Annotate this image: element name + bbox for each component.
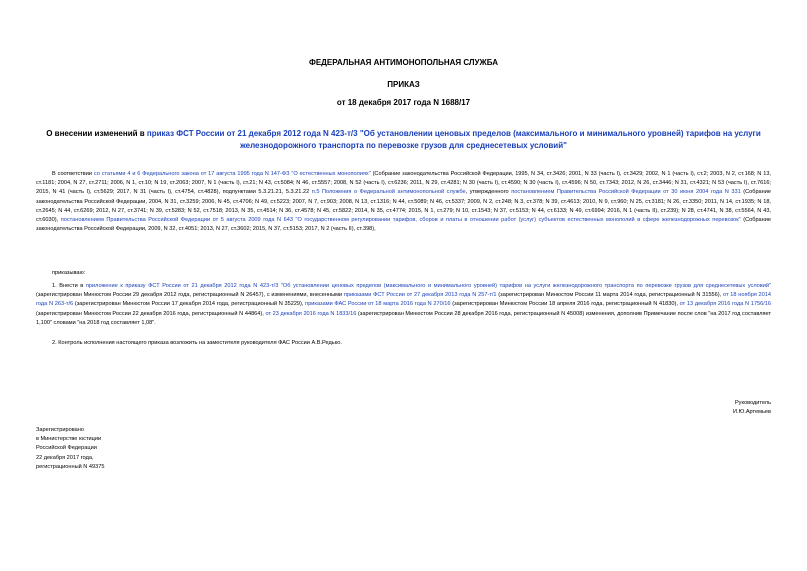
clause-1-text-2: (зарегистрирован Минюстом России 11 марта 2014 года, регистрационный N 31556),: [496, 292, 723, 299]
title-prefix: О внесении изменений в: [46, 129, 147, 138]
registration-line-1: Зарегистрировано: [36, 427, 84, 433]
registration-line-3: Российской Федерации: [36, 445, 97, 452]
clause-1-text-3: (зарегистрирован Минюстом России 17 декабря 2014 года, регистрационный N 35229),: [73, 301, 306, 308]
clause-2: 2. Контроль исполнения настоящего приказа возложить на заместителя руководителя ФАС России А.В.Редько.: [52, 340, 342, 346]
order-263-link[interactable]: от 18 ноября 2014 года N 263-т/6: [36, 292, 771, 308]
clause-1-text-0: 1. Внести в: [52, 283, 86, 289]
preamble-text-3: (Собрание законодательства Российской Федерации, 2004, N 31, ст.3259; 2006, N 45, ст.4706; N 49, ст.5223; 2007, N 7, ст.903; 2008, N 13, ст.1316; N 44, ст.5089; N 46, ст.5337; 2009, N 2, ст.248; N 3, ст.378; N 39, ст.4613; 2010, N 9, ст.960; N 25, ст.3181; N 26, ст.3350; 2011, N 14, ст.1935; N 18, ст.2645; N 44, ст.6269; 2012, N 27, ст.3741; N 39, ст.5283; N 52, ст.7518; 2013, N 35, ст.4514; N 36, ст.4578; N 45, ст.5822; 2014, N 35, ст.4774; 2015, N 1, ст.279; N 10, ст.1543; N 37, ст.5153; N 44, ст.6133; N 49, ст.6994; 2016, N 1 (часть II), ст.239); N 28, ст.4741, N 38, ст.5564, N 43, ст.6030),: [36, 189, 771, 224]
registration-block: [36, 426, 104, 472]
law-147-fz-link[interactable]: со статьями 4 и 6 Федерального закона от 17 августа 1995 года N 147-ФЗ "О естественных монополиях": [93, 171, 371, 177]
registration-line-2: в Министерстве юстиции: [36, 436, 102, 443]
clause-1-text-1: (зарегистрирован Минюстом России 29 декабря 2012 года, регистрационный N 26457), с изменениями, внесенными: [36, 292, 344, 299]
preamble-text-1: (Собрание законодательства Российской Федерации, 1995, N 34, ст.3426; 2001, N 33 (часть I), ст.3429; 2002, N 1 (часть I), ст.2; 2003, N 2, ст.168; N 13, ст.1181; 2004, N 27, ст.2711; 2006, N 1, ст.10; N 19, ст.2063; 2007, N 1 (часть I), ст.21; N 43, ст.5084; N 46, ст.5557; 2008, N 52 (часть I), ст.6236; 2011, N 29, ст.4281; N 30 (часть I), ст.4590; N 30 (часть I), ст.4596; N 50, ст.7343; 2012, N 26, ст.3446; N 31, ст.4321; N 53 (часть I), ст.7616; 2015, N 41 (часть I), ст.5629; 2017, N 31 (часть I), ст.4754, ст.4828), подпунктами 5.3.21.21, 5.3.21.22: [36, 171, 771, 196]
preamble-text-4: (Собрание законодательства Российской Федерации, 2009, N 32, ст.4051; 2013, N 27, ст.3602; 2015, N 37, ст.5153; 2017, N 2 (часть II), ст.398),: [36, 217, 771, 233]
clause-1-text-6: (зарегистрирован Минюстом России 28 декабря 2016 года, регистрационный N 45008) изменения, дополнив Примечание после слов "на 2017 год составляет 1,100" словами "на 2018 год составляет 1,08".: [36, 310, 772, 326]
preamble-paragraph: [36, 170, 771, 234]
order-1756-link[interactable]: от 13 декабря 2016 года N 1756/16: [679, 301, 772, 308]
resolution-643-link[interactable]: постановлением Правительства Российской Федерации от 5 августа 2009 года N 643 "О государственном регулировании тарифов, сборов и платы в отношении работ (услуг) субъектов естественных монополий в сфере железнодорожных перевозок": [60, 217, 741, 224]
clause-1: [36, 282, 771, 328]
title-link[interactable]: приказ ФСТ России от 21 декабря 2012 года N 423-т/3 "Об установлении ценовых пределов (максимального и минимального уровней) тарифов на услуги железнодорожного транспорта по перевозке грузов для среднесетевых условий": [146, 129, 761, 150]
registration-line-5: регистрационный N 49375: [36, 463, 105, 470]
signatory-position: Руководитель: [734, 400, 771, 406]
clause-1-text-4: (зарегистрирован Минюстом России 18 апреля 2016 года, регистрационный N 41830),: [450, 301, 680, 308]
order-257-link[interactable]: приказами ФСТ России от 27 декабря 2013 года N 257-т/1: [343, 292, 497, 299]
document-date: от 18 декабря 2017 года N 1688/17: [336, 98, 471, 107]
order-word: приказываю:: [52, 270, 86, 276]
registration-line-4: 22 декабря 2017 года,: [36, 454, 94, 461]
signature-block: [733, 399, 771, 417]
annex-order-423-link[interactable]: приложение к приказу ФСТ России от 21 декабря 2012 года N 423-т/3 "Об установлении ценовых пределов (максимального и минимального уровней) тарифов на услуги железнодорожного транспорта по перевозке грузов для среднесетевых условий": [85, 283, 772, 289]
preamble-text-2: , утвержденного: [465, 189, 512, 196]
agency-name: ФЕДЕРАЛЬНАЯ АНТИМОНОПОЛЬНАЯ СЛУЖБА: [309, 58, 498, 67]
order-1833-link[interactable]: от 23 декабря 2016 года N 1833/16: [265, 310, 357, 317]
document-title: [36, 128, 771, 152]
order-270-link[interactable]: приказами ФАС России от 18 марта 2016 года N 270/16: [305, 301, 451, 308]
preamble-text-0: В соответствии: [52, 171, 94, 177]
signatory-name: И.Ю.Артемьев: [733, 409, 771, 416]
document-type: ПРИКАЗ: [387, 80, 420, 89]
resolution-331-link[interactable]: постановлением Правительства Российской Федерации от 30 июня 2004 года N 331: [511, 189, 741, 196]
clause-1-text-5: (зарегистрирован Минюстом России 22 декабря 2016 года, регистрационный N 44864),: [36, 310, 266, 317]
fas-regulation-link[interactable]: п.5 Положения о Федеральной антимонопольной службе: [311, 189, 466, 196]
